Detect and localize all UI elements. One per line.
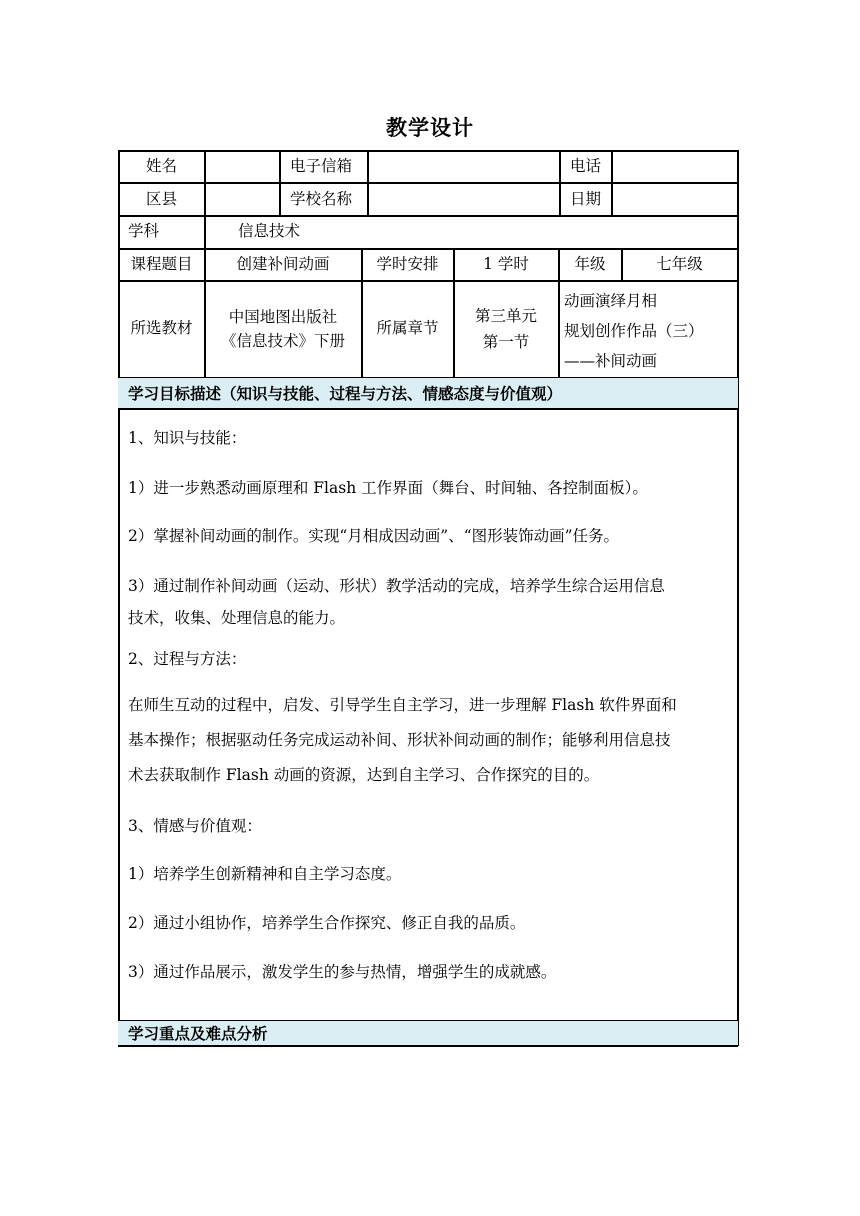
subject-value: 信息技术	[238, 222, 301, 241]
textbook-value	[205, 281, 361, 377]
hours-value: 1 学时	[483, 255, 529, 274]
chapter-section: 第一节	[482, 333, 530, 351]
knowledge-item-2: 2）掌握补间动画的制作。实现“月相成因动画”、“图形装饰动画”任务。	[128, 527, 620, 545]
district-value[interactable]	[205, 183, 279, 216]
date-label: 日期	[570, 189, 602, 208]
emotion-title: 3、情感与价值观：	[128, 817, 262, 835]
phone-value[interactable]	[612, 150, 737, 183]
chapter-detail-line: 动画演绎月相	[564, 292, 658, 310]
table-border-right	[737, 150, 739, 1046]
chapter-label: 所属章节	[376, 319, 439, 338]
textbook-publisher: 中国地图出版社	[228, 308, 338, 326]
process-title: 2、过程与方法：	[128, 650, 247, 668]
table-rule	[118, 1045, 738, 1047]
textbook-label: 所选教材	[130, 319, 193, 338]
name-value[interactable]	[205, 150, 279, 183]
date-value[interactable]	[612, 183, 737, 216]
process-paragraph	[128, 688, 730, 793]
table-rule	[118, 408, 738, 410]
page-title: 教学设计	[386, 116, 474, 140]
chapter-detail	[564, 286, 736, 376]
topic-value: 创建补间动画	[236, 255, 330, 274]
phone-label: 电话	[570, 156, 602, 175]
knowledge-item-3-line: 技术，收集、处理信息的能力。	[128, 609, 346, 627]
subject-label: 学科	[128, 222, 160, 241]
chapter-detail-line: 规划创作作品（三）	[564, 322, 704, 340]
difficulty-header: 学习重点及难点分析	[118, 1021, 738, 1045]
knowledge-item-1: 1）进一步熟悉动画原理和 Flash 工作界面（舞台、时间轴、各控制面板）。	[128, 479, 648, 497]
textbook-volume: 《信息技术》下册	[220, 332, 345, 350]
grade-value: 七年级	[656, 255, 703, 274]
chapter-detail-line: ——补间动画	[564, 352, 658, 370]
email-value[interactable]	[368, 150, 559, 183]
emotion-item-2: 2）通过小组协作，培养学生合作探究、修正自我的品质。	[128, 914, 526, 932]
process-line: 术去获取制作 Flash 动画的资源，达到自主学习、合作探究的目的。	[128, 766, 600, 784]
table-rule	[558, 280, 560, 378]
grade-label: 年级	[574, 255, 606, 274]
emotion-item-1: 1）培养学生创新精神和自主学习态度。	[128, 865, 402, 883]
process-line: 基本操作；根据驱动任务完成运动补间、形状补间动画的制作；能够利用信息技	[128, 731, 671, 749]
chapter-value	[454, 281, 558, 377]
knowledge-title: 1、知识与技能：	[128, 429, 247, 447]
hours-label: 学时安排	[376, 255, 439, 274]
school-value[interactable]	[368, 183, 559, 216]
emotion-item-3: 3）通过作品展示，激发学生的参与热情，增强学生的成就感。	[128, 963, 557, 981]
chapter-unit: 第三单元	[474, 307, 537, 325]
school-label: 学校名称	[290, 189, 353, 208]
knowledge-item-3	[128, 570, 730, 634]
topic-label: 课程题目	[130, 255, 193, 274]
knowledge-item-3-line: 3）通过制作补间动画（运动、形状）教学活动的完成，培养学生综合运用信息	[128, 577, 665, 595]
district-label: 区县	[145, 189, 177, 208]
objectives-header: 学习目标描述（知识与技能、过程与方法、情感态度与价值观）	[118, 378, 738, 408]
name-label: 姓名	[145, 156, 177, 175]
process-line: 在师生互动的过程中，启发、引导学生自主学习，进一步理解 Flash 软件界面和	[128, 696, 677, 714]
email-label: 电子信箱	[290, 156, 353, 175]
